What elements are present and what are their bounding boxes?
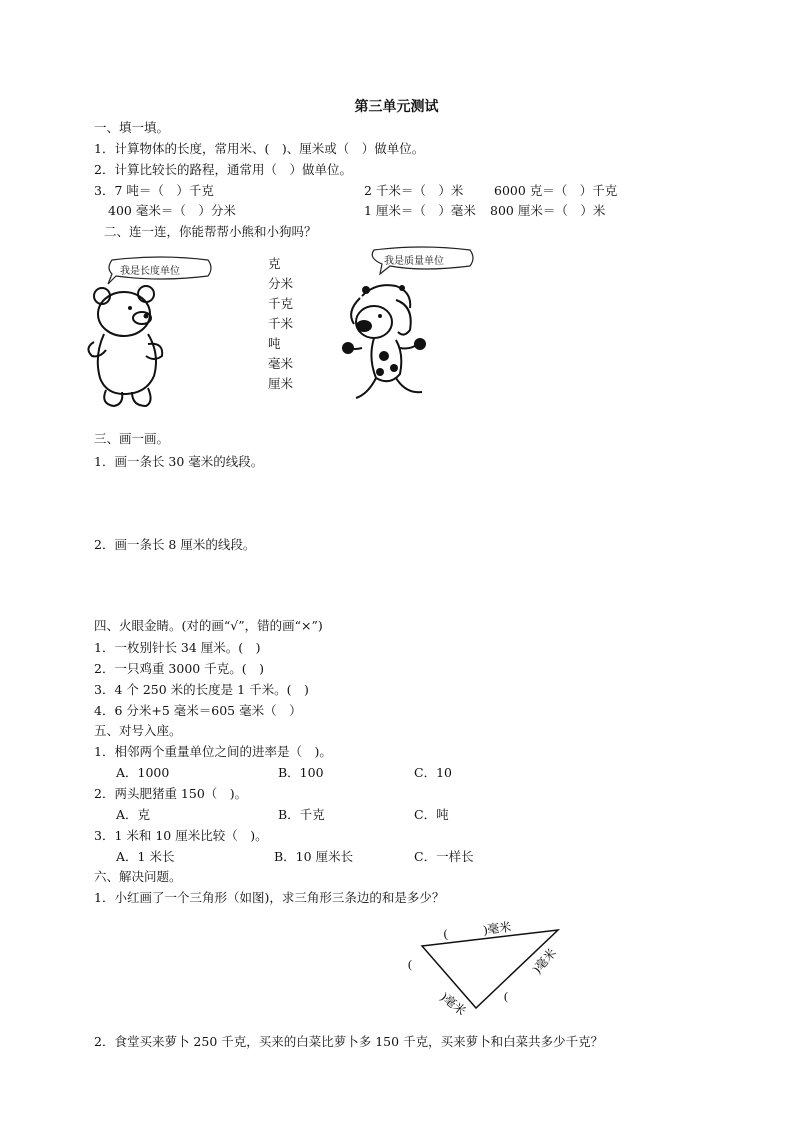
section-3-heading: 三、画一画。 [94, 431, 170, 446]
triangle-top-label: ( )毫米 [442, 919, 512, 941]
s5-question-1: 1．相邻两个重量单位之间的进率是（ )。 [94, 744, 332, 759]
s4-item-2: 2．一只鸡重 3000 千克。( ) [94, 661, 264, 676]
s1-q3-part-d: 400 毫米＝（ ）分米 [108, 203, 236, 218]
bear-bubble-text: 我是长度单位 [120, 266, 180, 277]
s4-item-3: 3．4 个 250 米的长度是 1 千米。( ) [94, 682, 309, 697]
bear-illustration [84, 286, 174, 410]
s1-q3-part-c: 6000 克＝（ ）千克 [494, 183, 618, 198]
unit-word-1: 克 [268, 256, 281, 271]
s1-q3-part-e: 1 厘米＝（ ）毫米 [364, 203, 476, 218]
section-4-heading: 四、火眼金睛。(对的画“√”，错的画“×”) [94, 618, 323, 633]
s5-q3-option-a: A．1 米长 [116, 849, 175, 864]
dog-bubble-text: 我是质量单位 [384, 256, 444, 267]
s5-question-3: 3．1 米和 10 厘米比较（ )。 [94, 828, 268, 843]
section-6-heading: 六、解决问题。 [94, 869, 182, 884]
section-2-heading: 二、连一连，你能帮帮小熊和小狗吗？ [104, 224, 317, 239]
s4-item-4: 4．6 分米+5 毫米＝605 毫米（ ） [94, 703, 302, 718]
s5-q3-option-b: B．10 厘米长 [274, 849, 354, 864]
s1-question-2: 2．计算比较长的路程，通常用（ ）做单位。 [94, 162, 352, 177]
page-title: 第三单元测试 [354, 99, 439, 115]
s5-q3-option-c: C．一样长 [414, 849, 474, 864]
unit-word-2: 分米 [268, 276, 294, 291]
s3-question-2: 2．画一条长 8 厘米的线段。 [94, 537, 256, 552]
triangle-bottom-paren: ( [504, 989, 508, 1003]
triangle-bottom-label: )毫米 [438, 989, 469, 1019]
unit-word-3: 千克 [268, 296, 294, 311]
s1-q3-part-f: 800 厘米＝（ ）米 [490, 203, 606, 218]
s5-q1-option-b: B．100 [278, 765, 324, 780]
s6-question-1: 1．小红画了一个三角形（如图)，求三角形三条边的和是多少？ [94, 890, 445, 905]
s5-q1-option-a: A．1000 [116, 765, 170, 780]
s5-q2-option-a: A．克 [116, 807, 151, 822]
triangle-figure [400, 912, 580, 1022]
triangle-left-paren: ( [408, 957, 412, 971]
s1-question-1: 1．计算物体的长度，常用米、( )、厘米或（ ）做单位。 [94, 141, 425, 156]
s5-q1-option-c: C．10 [414, 765, 452, 780]
s5-q2-option-c: C．吨 [414, 807, 449, 822]
unit-word-5: 吨 [268, 336, 281, 351]
s3-question-1: 1．画一条长 30 毫米的线段。 [94, 454, 264, 469]
s1-q3-part-b: 2 千米＝（ ）米 [364, 183, 464, 198]
s5-question-2: 2．两头肥猪重 150（ )。 [94, 786, 248, 801]
s4-item-1: 1．一枚别针长 34 厘米。( ) [94, 640, 261, 655]
s1-q3-part-a: 3．7 吨＝（ ）千克 [94, 183, 214, 198]
unit-word-6: 毫米 [268, 356, 294, 371]
unit-word-4: 千米 [268, 316, 294, 331]
dog-illustration [340, 278, 432, 408]
section-5-heading: 五、对号入座。 [94, 723, 182, 738]
unit-word-7: 厘米 [268, 376, 294, 391]
s5-q2-option-b: B．千克 [278, 807, 325, 822]
section-1-heading: 一、填一填。 [94, 120, 170, 135]
s6-question-2: 2．食堂买来萝卜 250 千克，买来的白菜比萝卜多 150 千克，买来萝卜和白菜共多少千克？ [94, 1034, 604, 1049]
triangle-right-label: )毫米 [529, 945, 559, 977]
